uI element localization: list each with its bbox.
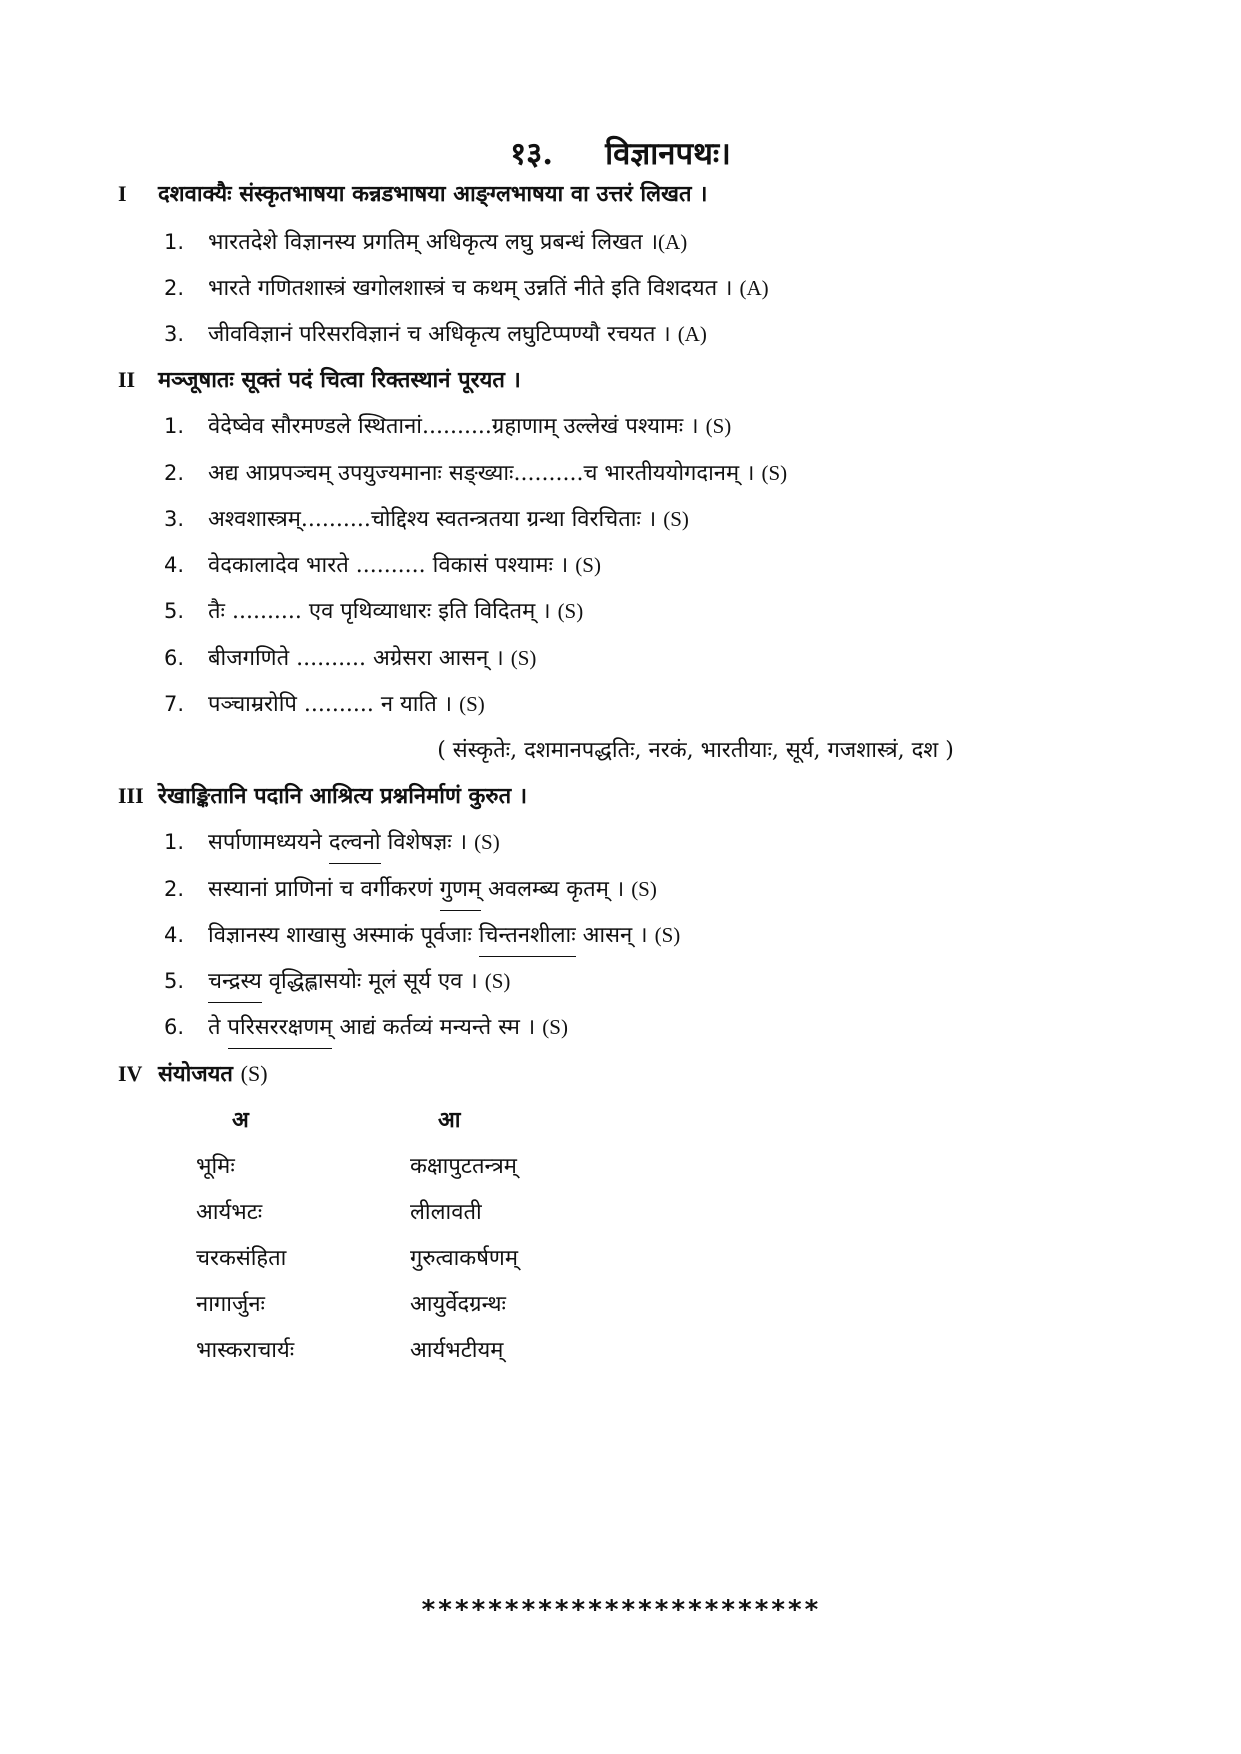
- section-1-heading: [118, 178, 708, 208]
- question-tag: (S): [474, 830, 500, 854]
- question-number: 4.: [164, 553, 185, 577]
- question-text: अश्वशास्त्रम्..........चोद्दिश्य स्वतन्त्रतया ग्रन्था विरचिताः ।: [208, 507, 664, 532]
- section-3-question: [164, 1011, 568, 1041]
- question-text: भारतदेशे विज्ञानस्य प्रगतिम् अधिकृत्य लघु प्रबन्धं लिखत ।: [208, 230, 659, 255]
- question-number: 7.: [164, 692, 185, 716]
- question-number: 1.: [164, 414, 185, 438]
- question-tag: (S): [484, 969, 511, 993]
- question-number: 2.: [164, 461, 185, 485]
- section-1-instruction: दशवाक्यैः संस्कृतभाषया कन्नडभाषया आङ्ग्लभाषया वा उत्तरं लिखत ।: [158, 181, 708, 207]
- question-text: सस्यानां प्राणिनां च वर्गीकरणं: [208, 877, 440, 902]
- match-left-item: भास्कराचार्यः: [196, 1338, 295, 1363]
- match-left-item: नागार्जुनः: [196, 1292, 265, 1317]
- section-2-question: [164, 595, 583, 625]
- question-number: 2.: [164, 877, 185, 901]
- section-3-numeral: III: [118, 783, 144, 808]
- question-text: अद्य आप्रपञ्चम् उपयुज्यमानाः सङ्ख्याः..........च भारतीययोगदानम् ।: [208, 461, 762, 486]
- match-right-item: गुरुत्वाकर्षणम्: [410, 1246, 518, 1271]
- question-number: 6.: [164, 646, 185, 670]
- section-2-question: [164, 549, 601, 579]
- match-right-item: आयुर्वेदग्रन्थः: [410, 1292, 506, 1317]
- section-3-question: [164, 919, 680, 949]
- underlined-word: चन्द्रस्य: [208, 969, 262, 1003]
- question-text: बीजगणिते .......... अग्रेसरा आसन् ।: [208, 646, 511, 671]
- question-text: विज्ञानस्य शाखासु अस्माकं पूर्वजाः: [208, 923, 479, 948]
- section-2-question: [164, 457, 787, 487]
- section-3-question: [164, 826, 500, 856]
- question-number: 1.: [164, 230, 185, 254]
- word-bank: ( संस्कृतेः, दशमानपद्धतिः, नरकं, भारतीयाः, सूर्य, गजशास्त्रं, दश ): [437, 738, 954, 763]
- question-tag: (A): [677, 322, 707, 346]
- question-text: सर्पाणामध्ययने: [208, 830, 329, 855]
- question-text: आसन् ।: [575, 923, 655, 948]
- column-b-heading: आ: [438, 1107, 461, 1133]
- section-4-heading: [118, 1058, 268, 1088]
- question-text: ते: [208, 1015, 228, 1040]
- footer-divider: ************************: [420, 1595, 821, 1625]
- question-number: 2.: [164, 276, 185, 300]
- question-tag: (S): [510, 646, 537, 670]
- question-text: वेदेष्वेव सौरमण्डले स्थितानां..........ग्रहाणाम् उल्लेखं पश्यामः ।: [208, 414, 706, 439]
- section-4-numeral: IV: [118, 1061, 143, 1086]
- question-text: आद्यं कर्तव्यं मन्यन्ते स्म ।: [332, 1015, 543, 1040]
- section-2-numeral: II: [118, 367, 136, 392]
- section-3-heading: [118, 780, 527, 810]
- match-right-item: कक्षापुटतन्त्रम्: [410, 1154, 517, 1179]
- section-1-question: [164, 318, 707, 348]
- question-text: पञ्चाम्ररोपि .......... न याति ।: [208, 692, 460, 717]
- question-number: 5.: [164, 969, 185, 993]
- question-tag: (S): [654, 923, 681, 947]
- question-tag: (S): [705, 414, 732, 438]
- page-title: [0, 132, 1241, 174]
- question-number: 3.: [164, 507, 185, 531]
- match-left-item: आर्यभटः: [196, 1200, 263, 1225]
- underlined-word: गुणम्: [440, 877, 481, 911]
- question-tag: (S): [575, 553, 601, 577]
- question-tag: (S): [459, 692, 485, 716]
- section-2-question: [164, 688, 485, 718]
- section-1-question: [164, 226, 687, 256]
- question-tag: (A): [658, 230, 688, 254]
- match-right-item: लीलावती: [410, 1200, 482, 1225]
- question-tag: (S): [542, 1015, 568, 1039]
- question-text: तैः .......... एव पृथिव्याधारः इति विदितम् ।: [208, 599, 558, 624]
- match-left-item: चरकसंहिता: [196, 1246, 287, 1271]
- question-number: 4.: [164, 923, 185, 947]
- match-left-item: भूमिः: [196, 1154, 235, 1179]
- section-3-question: [164, 965, 510, 995]
- question-text: अवलम्ब्य कृतम् ।: [481, 877, 632, 902]
- column-a-heading: अ: [232, 1107, 249, 1133]
- underlined-word: परिसररक्षणम्: [228, 1015, 333, 1049]
- underlined-word: चिन्तनशीलाः: [479, 923, 576, 957]
- section-3-instruction: रेखाङ्कितानि पदानि आश्रित्य प्रश्ननिर्माणं कुरुत ।: [158, 783, 528, 809]
- section-2-instruction: मञ्जूषातः सूक्तं पदं चित्वा रिक्तस्थानं पूरयत ।: [158, 367, 521, 393]
- question-text: वेदकालादेव भारते .......... विकासं पश्यामः ।: [208, 553, 576, 578]
- section-2-question: [164, 410, 731, 440]
- question-text: जीवविज्ञानं परिसरविज्ञानं च अधिकृत्य लघुटिप्पण्यौ रचयत ।: [208, 322, 678, 347]
- section-4-tag: (S): [240, 1061, 268, 1086]
- question-text: भारते गणितशास्त्रं खगोलशास्त्रं च कथम् उन्नतिं नीते इति विशदयत ।: [208, 276, 740, 301]
- section-2-question: [164, 503, 689, 533]
- question-text: वृद्धिह्लासयोः मूलं सूर्य एव ।: [261, 969, 485, 994]
- match-right-item: आर्यभटीयम्: [410, 1338, 504, 1363]
- question-number: 1.: [164, 830, 185, 854]
- question-tag: (S): [761, 461, 788, 485]
- question-number: 6.: [164, 1015, 185, 1039]
- chapter-number: १३.: [510, 136, 554, 172]
- chapter-title: विज्ञानपथः।: [605, 136, 731, 172]
- question-text: विशेषज्ञः ।: [380, 830, 475, 855]
- question-tag: (S): [557, 599, 584, 623]
- section-1-numeral: I: [118, 181, 127, 206]
- question-tag: (S): [631, 877, 657, 901]
- section-2-heading: [118, 364, 521, 394]
- section-2-question: [164, 642, 536, 672]
- question-number: 3.: [164, 322, 185, 346]
- section-4-instruction: संयोजयत: [158, 1061, 233, 1087]
- question-tag: (S): [663, 507, 689, 531]
- underlined-word: दल्वनो: [329, 830, 381, 864]
- question-number: 5.: [164, 599, 185, 623]
- question-tag: (A): [739, 276, 769, 300]
- section-1-question: [164, 272, 769, 302]
- section-3-question: [164, 873, 657, 903]
